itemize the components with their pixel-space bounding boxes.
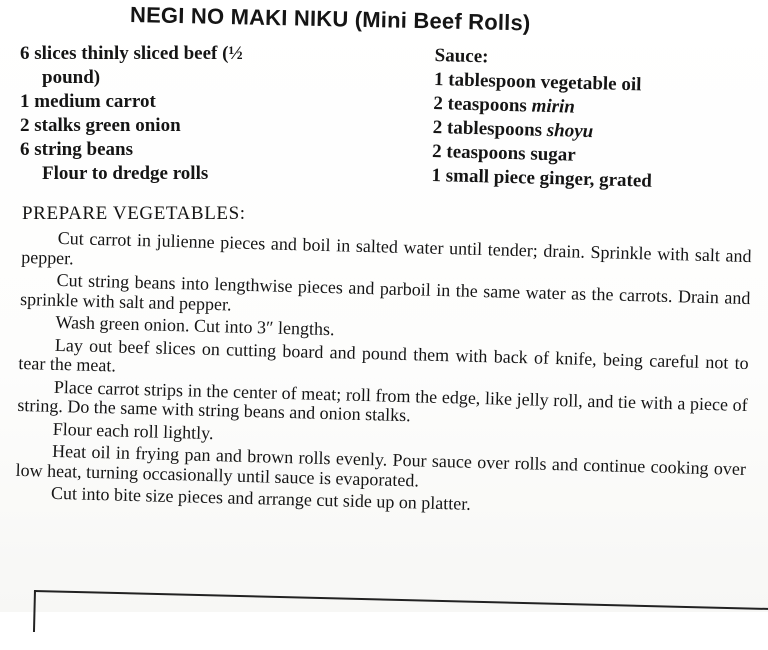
ingredient-item: 1 medium carrot xyxy=(20,91,156,112)
sauce-item-italic: shoyu xyxy=(546,119,594,143)
sauce-item-text: 2 teaspoons xyxy=(433,92,532,117)
sauce-heading: Sauce: xyxy=(434,44,489,68)
ingredient-item: pound) xyxy=(42,67,101,88)
ingredient-item: 2 stalks green onion xyxy=(20,115,181,136)
instruction-step: Lay out beef slices on cutting board and pound them with back of knife, being careful not to tear the meat. xyxy=(18,334,749,376)
instruction-step: Flour each roll lightly. xyxy=(52,418,214,443)
ingredient-item: 6 slices thinly sliced beef (½ xyxy=(20,43,243,64)
sauce-item-text: 2 tablespoons xyxy=(432,116,548,141)
sauce-item-text: 1 tablespoon vegetable oil xyxy=(433,68,642,96)
instruction-step: Place carrot strips in the center of meat; roll from the edge, like jelly roll, and tie with a piece of string. Do the same with string beans and onion stalks. xyxy=(17,376,748,426)
instruction-step: Wash green onion. Cut into 3″ lengths. xyxy=(55,311,335,340)
ingredient-item: 6 string beans xyxy=(20,139,133,160)
instructions xyxy=(15,228,752,525)
sauce-list xyxy=(431,44,655,194)
sauce-item xyxy=(431,164,652,194)
section-heading: PREPARE VEGETABLES: xyxy=(22,203,246,224)
sauce-item-italic: mirin xyxy=(531,95,576,118)
instruction-step: Cut carrot in julienne pieces and boil in salted water until tender; drain. Sprinkle with salt and pepper. xyxy=(20,227,752,268)
ingredient-item: Flour to dredge rolls xyxy=(42,163,209,184)
ingredient-list xyxy=(20,42,243,186)
next-recipe-frame xyxy=(33,590,768,650)
instruction-step: Heat oil in frying pan and brown rolls evenly. Pour sauce over rolls and continue cooking over low heat, turning occasionally until sauce is evaporated. xyxy=(15,440,747,490)
sauce-item-text: 2 teaspoons sugar xyxy=(431,140,576,166)
instruction-step: Cut string beans into lengthwise pieces and parboil in the same water as the carrots. Drain and sprinkle with salt and pepper. xyxy=(19,269,751,315)
instruction-step: Cut into bite size pieces and arrange cut side up on platter. xyxy=(50,482,472,514)
sauce-item-text: 1 small piece ginger, grated xyxy=(431,164,653,192)
recipe-title: NEGI NO MAKI NIKU (Mini Beef Rolls) xyxy=(129,2,531,36)
